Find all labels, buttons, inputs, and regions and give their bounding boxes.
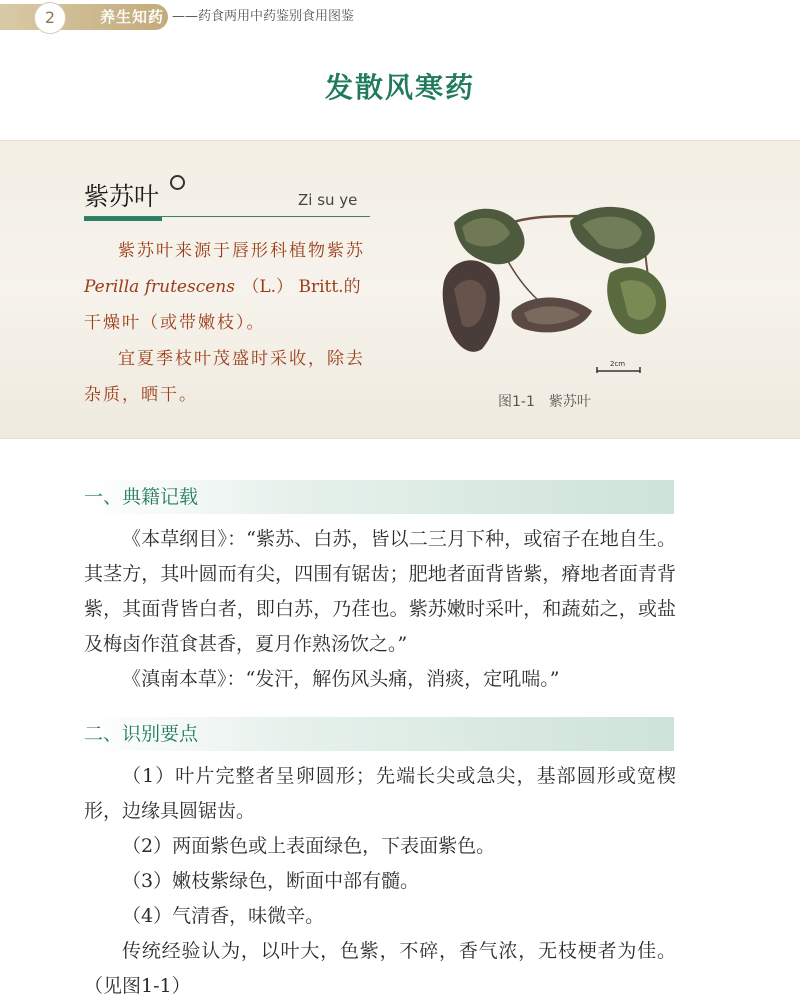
scale-label: 2cm [610,360,626,368]
book-title: ——药食两用中药鉴别食用图鉴 [172,9,355,24]
body-paragraph: （2）两面紫色或上表面绿色，下表面紫色。 [122,835,496,857]
title-underline-accent [84,217,162,221]
latin-author: （L.） Britt. [242,277,344,297]
herb-part-text: 的干燥叶（或带嫩枝）。 [84,277,363,333]
herb-name: 紫苏叶 [84,182,160,211]
body-paragraph: 《滇南本草》：“发汗，解伤风头痛，消痰，定吼喘。” [122,668,560,690]
perilla-leaf-photo [432,191,672,381]
body-paragraph: 传统经验认为，以叶大，色紫，不碎，香气浓，无枝梗者为佳。（见图1-1） [84,940,676,997]
page-number: 2 [34,2,66,34]
latin-name: Perilla frutescens [84,277,235,297]
section-body-classics [84,522,676,697]
body-paragraph: （4）气清香，味微辛。 [122,905,325,927]
section-heading-classics [84,480,674,514]
herb-panel [0,140,800,439]
circle-mark-icon [170,175,185,190]
series-title: 养生知药 [100,8,165,26]
body-paragraph: （1）叶片完整者呈卵圆形；先端长尖或急尖，基部圆形或宽楔形，边缘具圆锯齿。 [84,765,676,822]
herb-description [84,233,376,413]
section-heading-text: 一、典籍记载 [84,486,199,508]
section-body-identification [84,759,676,1004]
chapter-title: 发散风寒药 [324,71,475,104]
herb-pinyin: Zi su ye [298,191,358,209]
body-paragraph: （3）嫩枝紫绿色，断面中部有髓。 [122,870,420,892]
figure-caption: 图1-1 紫苏叶 [498,394,591,410]
body-paragraph: 《本草纲目》：“紫苏、白苏，皆以二三月下种，或宿子在地自生。其茎方，其叶圆而有尖，四围有锯齿；肥地者面背皆紫，瘠地者面青背紫，其面背皆白者，即白苏，乃荏也。紫苏嫩时采叶，和蔬茹之，或盐及梅卤作菹食甚香，夏月作熟汤饮之。” [84,528,676,655]
herb-source-text: 紫苏叶来源于唇形科植物紫苏 [118,241,365,261]
section-heading-text: 二、识别要点 [84,723,199,745]
herb-harvest-paragraph: 宜夏季枝叶茂盛时采收，除去杂质，晒干。 [84,349,365,405]
running-header [0,0,800,34]
section-heading-identification [84,717,674,751]
herb-source-paragraph [84,233,376,341]
